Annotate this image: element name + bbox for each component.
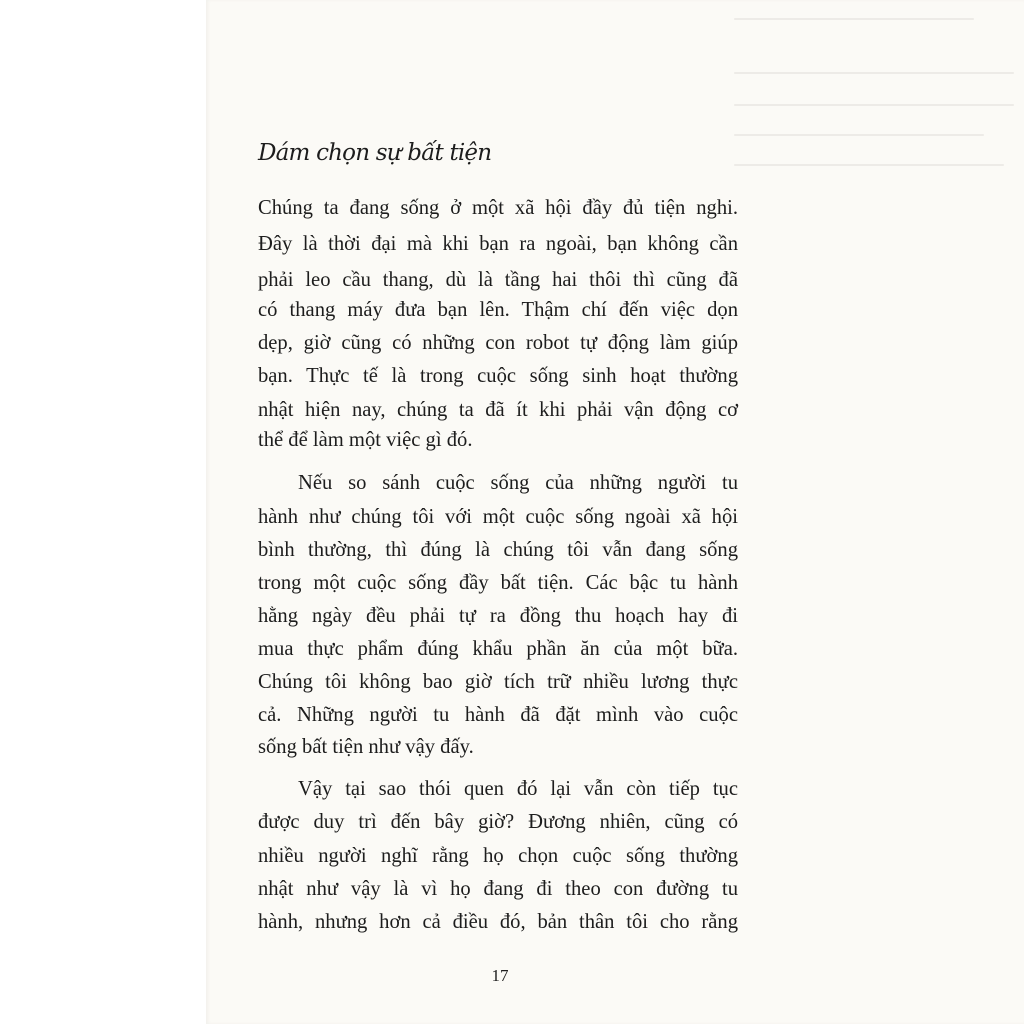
show-through-mark (734, 72, 1014, 74)
text-line: nhiều người nghĩ rằng họ chọn cuộc sống thường (258, 845, 738, 867)
text-line: hằng ngày đều phải tự ra đồng thu hoạch hay đi (258, 605, 738, 627)
text-line: sống bất tiện như vậy đấy. (258, 736, 474, 758)
text-line: Vậy tại sao thói quen đó lại vẫn còn tiếp tục (298, 778, 738, 800)
text-line: nhật hiện nay, chúng ta đã ít khi phải vận động cơ (258, 399, 738, 421)
text-line: thể để làm một việc gì đó. (258, 429, 473, 451)
text-line: hành, nhưng hơn cả điều đó, bản thân tôi cho rằng (258, 911, 738, 933)
text-line: nhật như vậy là vì họ đang đi theo con đường tu (258, 878, 738, 900)
text-line: được duy trì đến bây giờ? Đương nhiên, cũng có (258, 811, 738, 833)
text-line: có thang máy đưa bạn lên. Thậm chí đến việc dọn (258, 299, 738, 321)
section-heading: Dám chọn sự bất tiện (258, 140, 492, 166)
show-through-mark (734, 18, 974, 20)
text-line: Đây là thời đại mà khi bạn ra ngoài, bạn không cần (258, 233, 738, 255)
text-line: mua thực phẩm đúng khẩu phần ăn của một bữa. (258, 638, 738, 660)
text-line: dẹp, giờ cũng có những con robot tự động làm giúp (258, 332, 738, 354)
text-line: phải leo cầu thang, dù là tầng hai thôi thì cũng đã (258, 269, 738, 291)
text-line: bình thường, thì đúng là chúng tôi vẫn đang sống (258, 539, 738, 561)
text-line: Chúng tôi không bao giờ tích trữ nhiều lương thực (258, 671, 738, 693)
text-line: hành như chúng tôi với một cuộc sống ngoài xã hội (258, 506, 738, 528)
show-through-mark (734, 134, 984, 136)
page-number: 17 (491, 966, 509, 985)
show-through-mark (734, 164, 1004, 166)
text-line: Nếu so sánh cuộc sống của những người tu (298, 472, 738, 494)
text-line: Chúng ta đang sống ở một xã hội đầy đủ tiện nghi. (258, 197, 738, 219)
text-line: trong một cuộc sống đầy bất tiện. Các bậc tu hành (258, 572, 738, 594)
text-line: cả. Những người tu hành đã đặt mình vào cuộc (258, 704, 738, 726)
text-line: bạn. Thực tế là trong cuộc sống sinh hoạt thường (258, 365, 738, 387)
show-through-mark (734, 104, 1014, 106)
